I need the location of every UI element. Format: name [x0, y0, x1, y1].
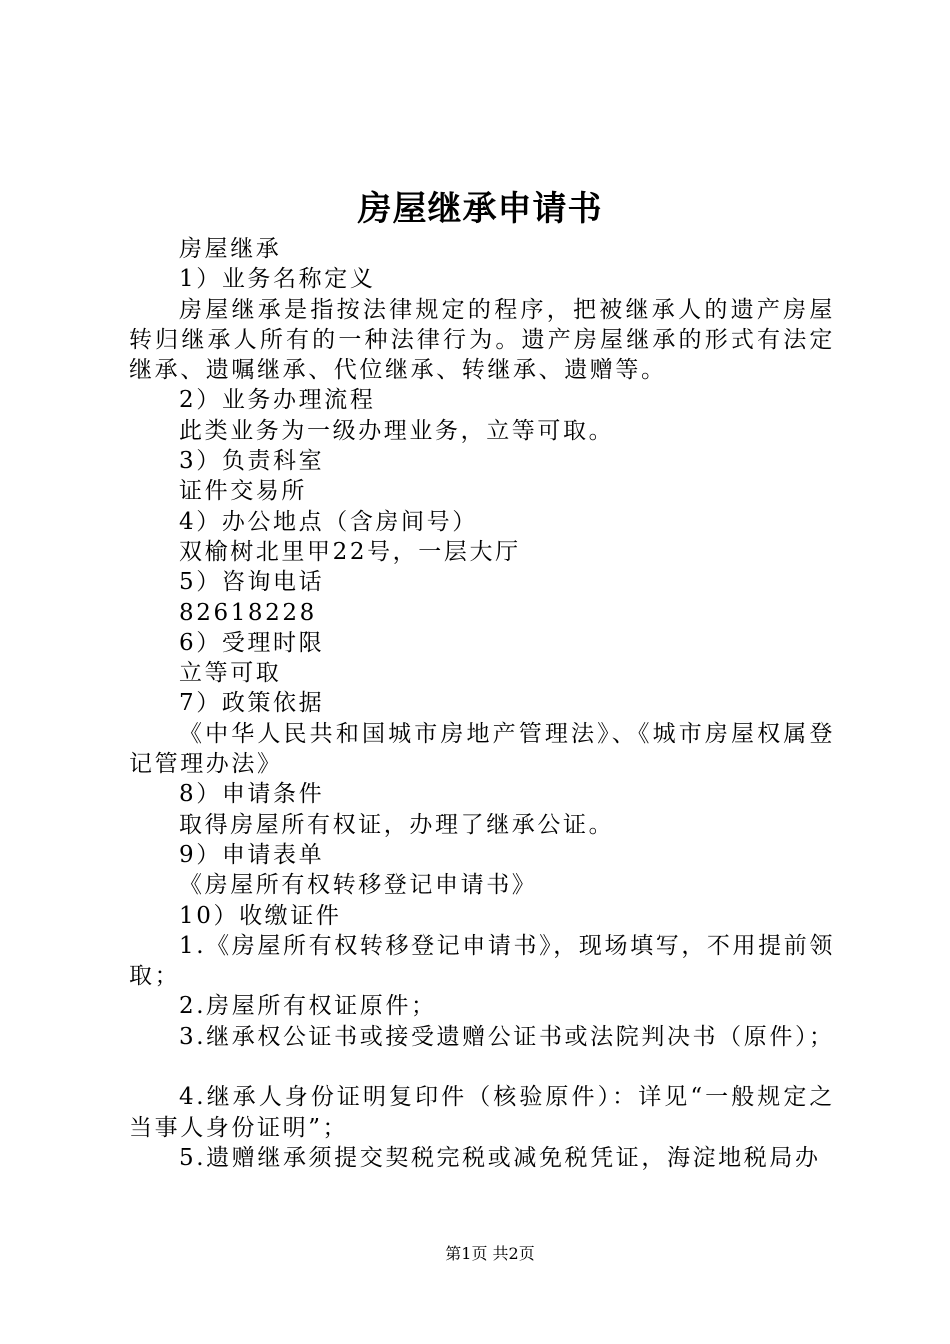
section-heading-conditions: 8）申请条件: [179, 781, 325, 808]
paragraph-form: 《房屋所有权转移登记申请书》: [179, 872, 538, 899]
paragraph-location: 双榆树北里甲22号，一层大厅: [179, 538, 521, 565]
paragraph-time-limit: 立等可取: [179, 660, 282, 687]
document-item-4: 4.继承人身份证明复印件（核验原件）：详见“一般规定之当事人身份证明”；: [129, 1084, 835, 1141]
section-heading-phone: 5）咨询电话: [179, 569, 325, 596]
section-heading-location: 4）办公地点（含房间号）: [179, 508, 478, 535]
section-heading-definition: 1）业务名称定义: [179, 266, 376, 293]
document-item-3: 3.继承权公证书或接受遗赠公证书或法院判决书（原件）；: [179, 1023, 835, 1050]
paragraph-phone: 82618228: [179, 599, 317, 626]
section-heading-time-limit: 6）受理时限: [179, 629, 325, 656]
document-body: [129, 234, 835, 1173]
paragraph-intro: 房屋继承: [179, 236, 282, 262]
document-item-5: 5.遗赠继承须提交契税完税或减免税凭证，海淀地税局办: [179, 1144, 821, 1171]
paragraph-process: 此类业务为一级办理业务，立等可取。: [179, 417, 615, 444]
section-heading-documents: 10）收缴证件: [179, 902, 342, 929]
paragraph-conditions: 取得房屋所有权证，办理了继承公证。: [179, 811, 615, 838]
document-title: 房屋继承申请书: [357, 189, 603, 229]
section-heading-process: 2）业务办理流程: [179, 387, 376, 414]
section-heading-form: 9）申请表单: [179, 841, 325, 868]
section-heading-policy: 7）政策依据: [179, 690, 325, 717]
paragraph-policy: 《中华人民共和国城市房地产管理法》、《城市房屋权属登记管理办法》: [129, 720, 835, 778]
blank-line: [129, 1052, 835, 1082]
document-item-1: 1.《房屋所有权转移登记申请书》，现场填写，不用提前领取；: [129, 932, 835, 990]
page-footer: 第1页 共2页: [445, 1244, 535, 1263]
paragraph-department: 证件交易所: [179, 478, 307, 505]
document-item-2: 2.房屋所有权证原件；: [179, 993, 437, 1020]
section-heading-department: 3）负责科室: [179, 448, 325, 475]
paragraph-definition: 房屋继承是指按法律规定的程序，把被继承人的遗产房屋转归继承人所有的一种法律行为。遗产房屋继承的形式有法定继承、遗嘱继承、代位继承、转继承、遗赠等。: [129, 296, 835, 384]
